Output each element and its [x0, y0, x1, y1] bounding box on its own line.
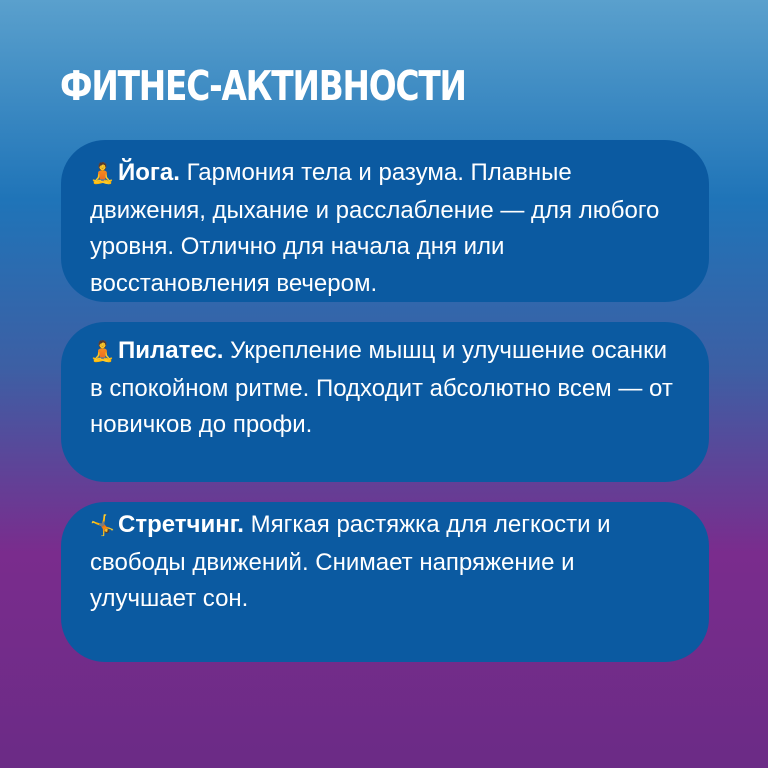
page-title: ФИТНЕС-АКТИВНОСТИ: [60, 62, 466, 110]
activity-name: Йога.: [118, 159, 180, 186]
cartwheel-icon: 🤸: [90, 515, 115, 537]
activity-description: Мягкая растяжка для легкости и свободы движений. Снимает напряжение и улучшает сон.: [90, 511, 611, 612]
activity-name: Пилатес.: [118, 337, 224, 364]
activity-description: Гармония тела и разума. Плавные движения, дыхание и расслабление — для любого уровня. Отлично для начала дня или восстановления вечером.: [90, 159, 660, 297]
activity-card-yoga: [61, 140, 709, 302]
activity-card-pilates: [61, 322, 709, 482]
lotus-position-icon: 🧘: [90, 341, 115, 363]
lotus-position-icon: 🧘: [90, 163, 115, 185]
activity-card-stretching: [61, 502, 709, 662]
activity-name: Стретчинг.: [118, 511, 244, 538]
activity-description: Укрепление мышц и улучшение осанки в спокойном ритме. Подходит абсолютно всем — от новичков до профи.: [90, 337, 673, 438]
